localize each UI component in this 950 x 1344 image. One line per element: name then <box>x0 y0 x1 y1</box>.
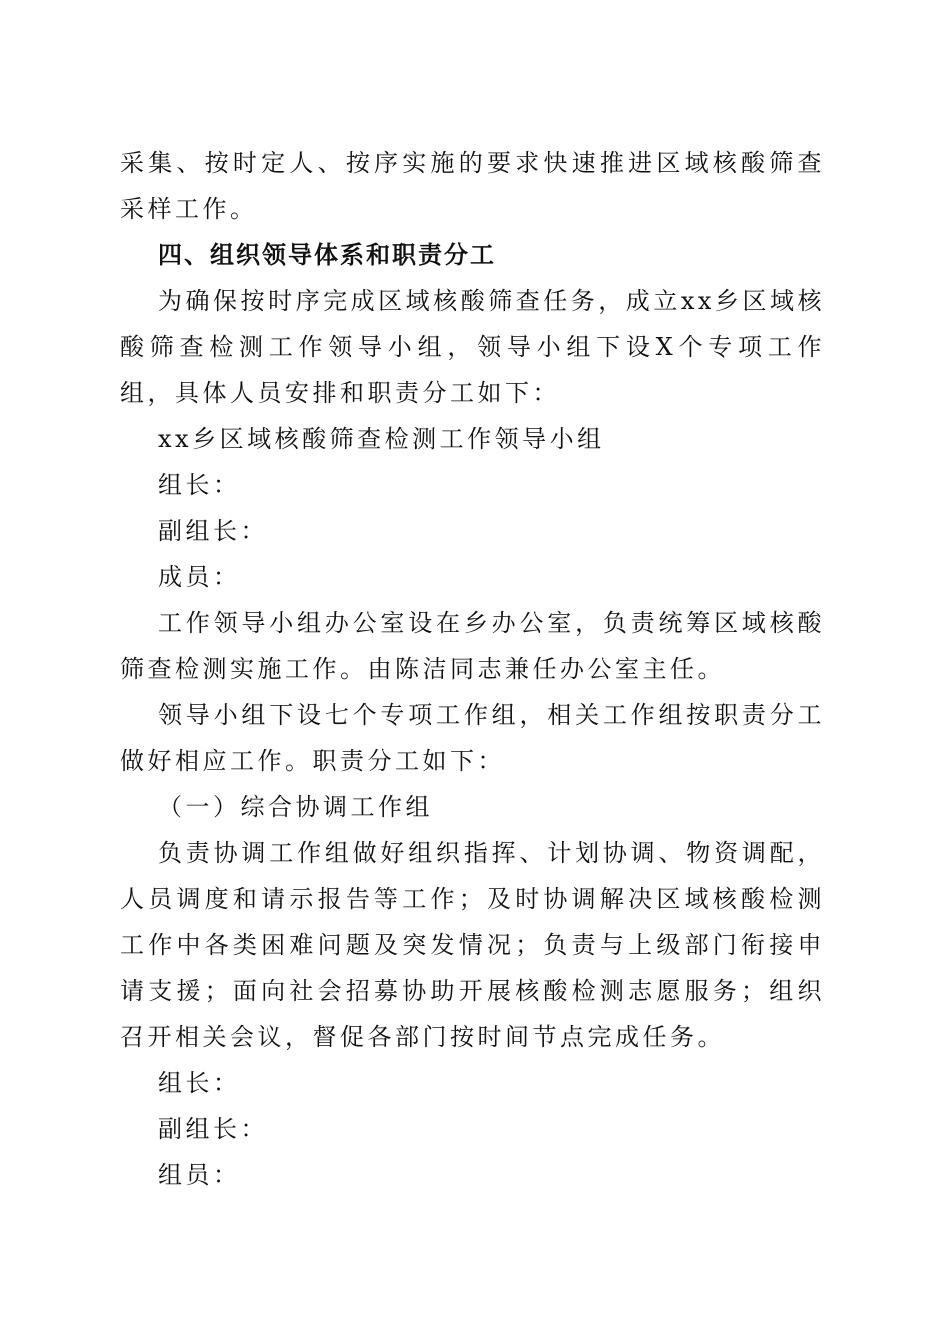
document-body <box>120 140 825 1198</box>
paragraph-continuation: 采集、按时定人、按序实施的要求快速推进区域核酸筛查采样工作。 <box>120 149 825 223</box>
members-line: 成员： <box>158 563 241 591</box>
paragraph-duties: 负责协调工作组做好组织指挥、计划协调、物资调配，人员调度和请示报告等工作；及时协调解决区域核酸检测工作中各类困难问题及突发情况；负责与上级部门衔接申请支援；面向社会招募协助开展核酸检测志愿服务；组织召开相关会议，督促各部门按时间节点完成任务。 <box>120 839 825 1051</box>
leading-group-title: xx乡区域核酸筛查检测工作领导小组 <box>158 425 605 453</box>
paragraph-office: 工作领导小组办公室设在乡办公室，负责统筹区域核酸筛查检测实施工作。由陈洁同志兼任办公室主任。 <box>120 609 825 683</box>
deputy-leader-line: 副组长： <box>158 517 268 545</box>
group-leader-line: 组长： <box>158 1069 241 1097</box>
leader-line: 组长： <box>158 471 241 499</box>
paragraph-groups: 领导小组下设七个专项工作组，相关工作组按职责分工做好相应工作。职责分工如下： <box>120 701 825 775</box>
subsection-heading: （一）综合协调工作组 <box>158 793 433 821</box>
section-heading: 四、组织领导体系和职责分工 <box>158 241 496 269</box>
group-members-line: 组员： <box>158 1161 241 1189</box>
paragraph-intro: 为确保按时序完成区域核酸筛查任务，成立xx乡区域核酸筛查检测工作领导小组，领导小组下设X个专项工作组，具体人员安排和职责分工如下： <box>120 287 825 407</box>
group-deputy-leader-line: 副组长： <box>158 1115 268 1143</box>
